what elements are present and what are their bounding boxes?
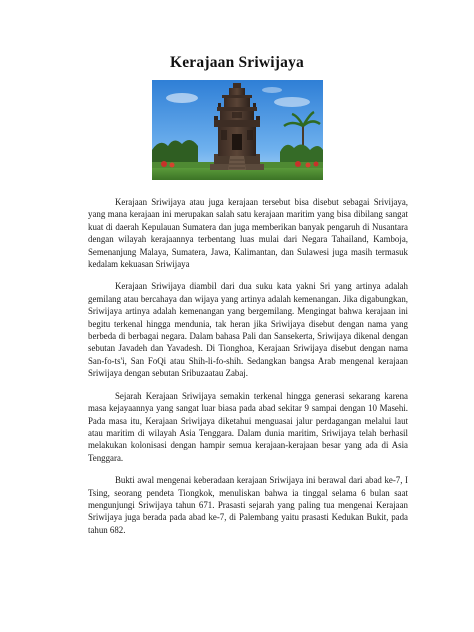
paragraph-2: Kerajaan Sriwijaya diambil dari dua suku kata yakni Sri yang artinya adalah gemilang atau bercahaya dan wijaya yang artinya adalah kemenangan. Jika digabungkan, Sriwijaya artinya adalah kemenangan yang bergemilang. Mengingat bahwa kerajaan ini begitu terkenal hingga mendunia, tak heran jika Sriwijaya disebut dengan nama yang berbeda di berbagai negara. Dalam bahasa Pali dan Sansekerta, Sriwijaya dikenal dengan sebutan Javadeh dan Yavadesh. Di Tionghoa, Kerajaan Sriwijaya disebut dengan nama San-fo-ts'i, San FoQi atau Shih-li-fo-shih. Sedangkan bangsa Arab mengenal kerajaan Sriwijaya dengan sebutan Sribuzaatau Zabaj. bbox=[88, 281, 408, 379]
temple-photo bbox=[152, 80, 323, 180]
paragraph-1: Kerajaan Sriwijaya atau juga kerajaan tersebut bisa disebut sebagai Srivijaya, yang mana kerajaan ini merupakan salah satu kerajaan maritim yang bisa dibilang sangat kuat di daerah Kepulauan Sumatera dan juga memberikan banyak pengaruh di Nusantara dengan wilayah kerajaannya terbentang luas mulai dari Negara Tahailand, Kamboja, Semenanjung Malaya, Sumatera, Jawa, Kalimantan, dan Sulawesi juga masih termasuk kedalam kekuasan Sriwijaya bbox=[88, 197, 408, 270]
paragraph-4: Bukti awal mengenai keberadaan kerajaan Sriwijaya ini berawal dari abad ke-7, I Tsing, seorang pendeta Tiongkok, menuliskan bahwa ia tinggal selama 6 bulan saat mengunjungi Sriwijaya tahun 671. Prasasti sejarah yang paling tua mengenai Kerajaan Sriwijaya juga berada pada abad ke-7, di Palembang yaitu prasasti Kedukan Bukit, pada tahun 682. bbox=[88, 475, 408, 535]
page-title: Kerajaan Sriwijaya bbox=[169, 54, 305, 71]
article-body bbox=[88, 196, 408, 546]
paragraph-3: Sejarah Kerajaan Sriwijaya semakin terkenal hingga generasi sekarang karena masa kejayaannya yang sangat luar biasa pada abad sekitar 9 sampai dengan 10 Masehi. Pada masa itu, Kerajaan Sriwijaya diketahui menguasai jalur perdagangan melalui laut atau maritim di wilayah Asia Tenggara. Dalam dunia maritim, Sriwijaya telah berhasil melakukan kolonisasi dengan hampir semua kerajaan-kerajaan besar yang ada di Asia Tenggara. bbox=[88, 390, 408, 463]
temple-illustration bbox=[152, 80, 323, 180]
